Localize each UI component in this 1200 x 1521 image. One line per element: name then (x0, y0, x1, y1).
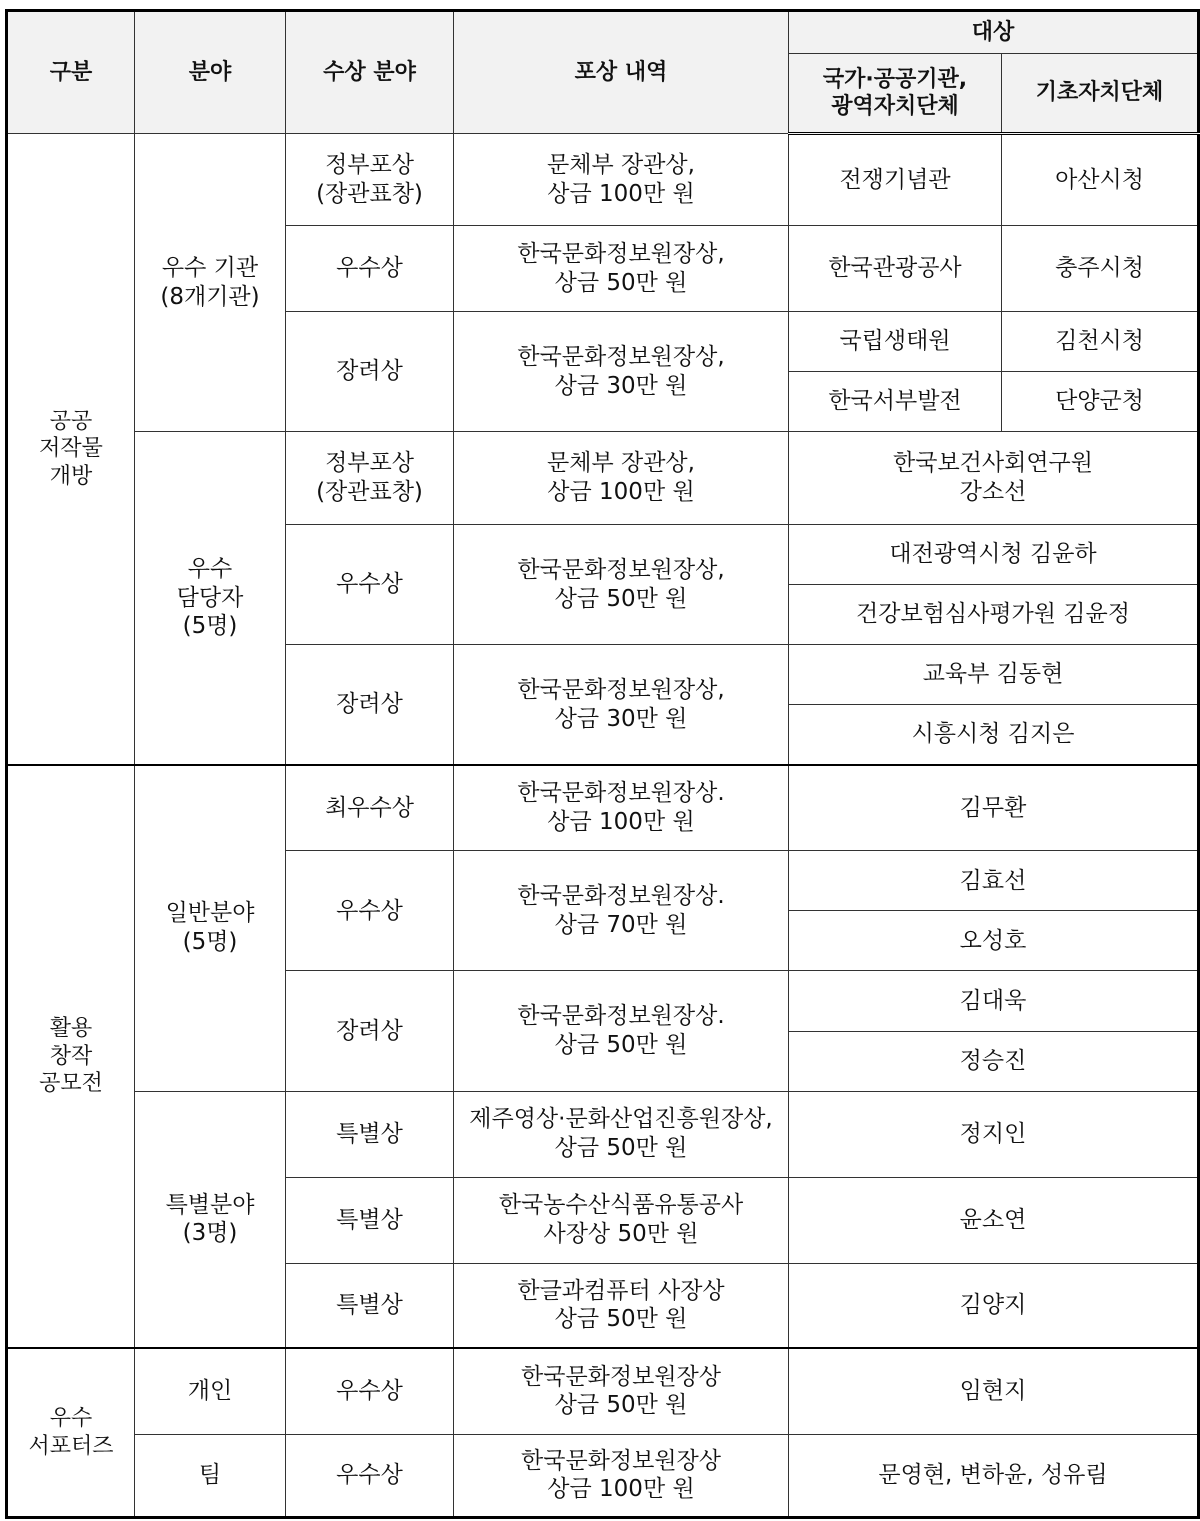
prize-detail (454, 312, 789, 432)
prize-line2: 상금 100만 원 (547, 1476, 695, 1503)
header-daesang: 대상 (789, 11, 1199, 54)
winner-local: 충주시청 (1002, 226, 1199, 312)
prize-line1: 한국문화정보원장상, (517, 676, 725, 703)
award-line2: (장관표창) (316, 180, 423, 207)
field-line2: (8개기관) (160, 283, 260, 310)
category-line3: 공모전 (39, 1071, 103, 1097)
prize-line1: 한국문화정보원장상. (517, 780, 725, 807)
award-line1: 정부포상 (325, 151, 414, 178)
prize-line2: 상금 100만 원 (547, 479, 695, 506)
field-line1: 우수 기관 (161, 254, 259, 281)
field-general (135, 765, 286, 1091)
prize-line2: 상금 50만 원 (554, 585, 688, 612)
award-line1: 정부포상 (325, 450, 414, 477)
award-type: 특별상 (286, 1091, 454, 1177)
winner: 윤소연 (789, 1177, 1199, 1263)
category-supporters (7, 1348, 135, 1517)
winner: 임현지 (789, 1348, 1199, 1434)
header-national-line1: 국가·공공기관, (822, 66, 968, 92)
prize-line1: 제주영상·문화산업진흥원장상, (469, 1106, 773, 1133)
award-table (5, 9, 1200, 1519)
prize-line1: 한국농수산식품유통공사 (498, 1192, 744, 1219)
field-line2: (3명) (182, 1220, 238, 1247)
field-excellent-org (135, 134, 286, 432)
award-type: 우수상 (286, 226, 454, 312)
prize-line2: 상금 50만 원 (554, 1135, 688, 1162)
prize-detail (454, 134, 789, 226)
prize-line1: 한국문화정보원장상. (517, 883, 725, 910)
winner: 시흥시청 김지은 (789, 705, 1199, 765)
winner-national: 전쟁기념관 (789, 134, 1002, 226)
winner: 대전광역시청 김윤하 (789, 525, 1199, 585)
category-line1: 공공 (49, 408, 93, 434)
category-line2: 서포터즈 (28, 1433, 114, 1459)
winner-line1: 한국보건사회연구원 (893, 450, 1093, 477)
award-type: 특별상 (286, 1177, 454, 1263)
prize-line2: 상금 100만 원 (547, 180, 695, 207)
winner-national: 국립생태원 (789, 312, 1002, 372)
award-type (286, 432, 454, 525)
prize-line1: 한국문화정보원장상, (517, 240, 725, 267)
prize-detail (454, 645, 789, 765)
prize-line2: 상금 50만 원 (554, 1392, 688, 1419)
winner: 교육부 김동현 (789, 645, 1199, 705)
prize-line1: 문체부 장관상, (547, 450, 695, 477)
header-susang-bunya: 수상 분야 (286, 11, 454, 134)
winner: 김대욱 (789, 971, 1199, 1031)
winner: 김무환 (789, 765, 1199, 851)
award-type: 특별상 (286, 1263, 454, 1348)
award-type: 최우수상 (286, 765, 454, 851)
prize-line1: 문체부 장관상, (547, 151, 695, 178)
prize-line1: 한국문화정보원장상 (521, 1447, 721, 1474)
award-type: 우수상 (286, 525, 454, 645)
header-national-line2: 광역자치단체 (831, 94, 959, 119)
prize-detail (454, 971, 789, 1091)
field-team: 팀 (135, 1434, 286, 1517)
field-individual: 개인 (135, 1348, 286, 1434)
prize-detail (454, 765, 789, 851)
award-type: 우수상 (286, 851, 454, 971)
winner: 문영현, 변하윤, 성유림 (789, 1434, 1199, 1517)
winner-local: 단양군청 (1002, 372, 1199, 432)
winner-national: 한국관광공사 (789, 226, 1002, 312)
field-line1: 일반분야 (165, 900, 255, 927)
prize-line2: 상금 70만 원 (554, 911, 688, 938)
category-line2: 창작 (49, 1043, 93, 1069)
prize-line2: 사장상 50만 원 (543, 1221, 699, 1248)
prize-detail (454, 525, 789, 645)
category-line1: 우수 (49, 1406, 93, 1432)
field-excellent-staff (135, 432, 286, 765)
award-line2: (장관표창) (316, 479, 423, 506)
winner (789, 432, 1199, 525)
category-open-data (7, 134, 135, 765)
field-line1: 우수 (187, 555, 233, 582)
prize-detail (454, 1091, 789, 1177)
field-line1: 특별분야 (165, 1191, 255, 1218)
prize-line2: 상금 50만 원 (554, 1306, 688, 1333)
prize-line2: 상금 50만 원 (554, 269, 688, 296)
prize-line1: 한국문화정보원장상, (517, 557, 725, 584)
prize-detail (454, 432, 789, 525)
field-line3: (5명) (182, 613, 238, 640)
prize-line1: 한글과컴퓨터 사장상 (517, 1277, 725, 1304)
winner-local: 아산시청 (1002, 134, 1199, 226)
prize-line2: 상금 50만 원 (554, 1032, 688, 1058)
winner-national: 한국서부발전 (789, 372, 1002, 432)
prize-detail (454, 1434, 789, 1517)
field-line2: 담당자 (176, 584, 244, 611)
award-type: 장려상 (286, 645, 454, 765)
header-posang-naeyeok: 포상 내역 (454, 11, 789, 134)
award-type: 우수상 (286, 1434, 454, 1517)
prize-line2: 상금 30만 원 (554, 372, 688, 399)
winner: 정지인 (789, 1091, 1199, 1177)
prize-line1: 한국문화정보원장상 (521, 1363, 721, 1390)
winner: 오성호 (789, 911, 1199, 971)
prize-line2: 상금 30만 원 (554, 705, 688, 732)
header-bunya: 분야 (135, 11, 286, 134)
award-type: 우수상 (286, 1348, 454, 1434)
prize-detail (454, 851, 789, 971)
prize-line1: 한국문화정보원장상, (517, 343, 725, 370)
prize-line2: 상금 100만 원 (547, 809, 695, 836)
header-local: 기초자치단체 (1002, 54, 1199, 134)
prize-detail (454, 1263, 789, 1348)
category-contest (7, 765, 135, 1348)
prize-line1: 한국문화정보원장상. (517, 1003, 725, 1030)
category-line2: 저작물 (39, 436, 103, 462)
winner: 김양지 (789, 1263, 1199, 1348)
header-national (789, 54, 1002, 134)
winner-local: 김천시청 (1002, 312, 1199, 372)
field-special (135, 1091, 286, 1348)
award-type: 장려상 (286, 312, 454, 432)
header-gubun: 구분 (7, 11, 135, 134)
award-type (286, 134, 454, 226)
winner: 건강보험심사평가원 김윤정 (789, 585, 1199, 645)
prize-detail (454, 1177, 789, 1263)
winner: 정승진 (789, 1031, 1199, 1091)
winner: 김효선 (789, 851, 1199, 911)
winner-line2: 강소선 (959, 479, 1027, 506)
prize-detail (454, 226, 789, 312)
field-line2: (5명) (182, 929, 238, 956)
prize-detail (454, 1348, 789, 1434)
category-line1: 활용 (49, 1016, 93, 1042)
category-line3: 개방 (49, 463, 93, 489)
award-type: 장려상 (286, 971, 454, 1091)
